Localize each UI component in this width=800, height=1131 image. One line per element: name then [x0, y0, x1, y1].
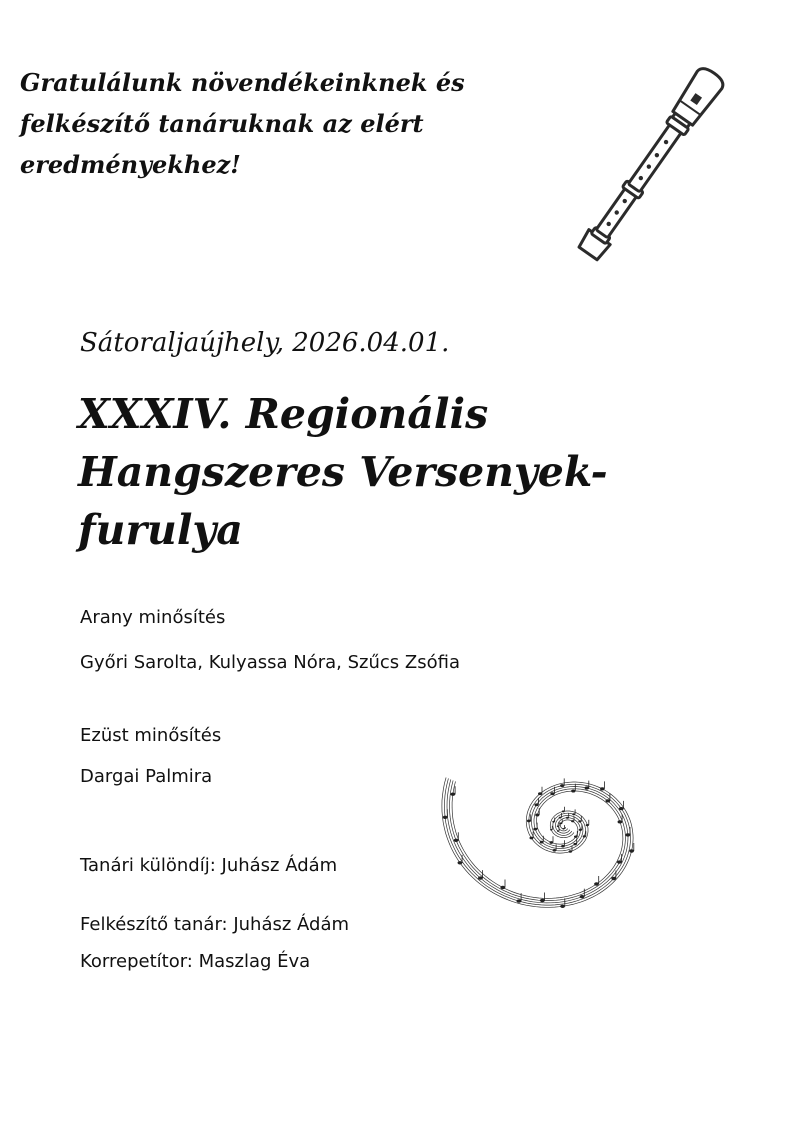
music-note: [560, 905, 565, 908]
music-note: [451, 793, 456, 796]
staff-line: [452, 781, 623, 898]
music-note: [626, 833, 631, 836]
music-note: [580, 895, 585, 898]
music-note: [540, 899, 545, 902]
congratulation-message: [20, 62, 520, 185]
event-date-location: Sátoraljaújhely, 2026.04.01.: [80, 328, 450, 358]
music-note: [594, 882, 599, 885]
music-note: [533, 828, 537, 831]
music-note: [500, 886, 505, 889]
title-line-3: furulya: [78, 506, 243, 554]
recorder-flute-icon: [540, 60, 760, 280]
music-note: [443, 816, 448, 819]
music-note: [574, 836, 577, 838]
music-staff-spiral: [425, 715, 770, 1000]
music-note: [617, 860, 622, 863]
music-note: [517, 899, 522, 902]
music-note: [606, 799, 611, 802]
music-note: [534, 803, 538, 806]
accompanist: Korrepetítor: Maszlag Éva: [80, 951, 311, 972]
music-note: [618, 820, 623, 823]
silver-names: Dargai Palmira: [80, 766, 213, 787]
music-note: [553, 849, 557, 852]
teacher: Felkészítő tanár: Juhász Ádám: [80, 914, 350, 935]
music-note: [458, 861, 463, 864]
congrats-line-3: eredményekhez!: [20, 150, 241, 179]
congrats-line-2: felkészítő tanáruknak az elért: [20, 109, 424, 138]
music-note: [619, 807, 624, 810]
music-note: [569, 850, 573, 853]
music-note: [527, 819, 531, 822]
music-note: [571, 789, 575, 792]
music-note: [611, 877, 616, 880]
title-line-2: Hangszeres Versenyek-: [78, 448, 608, 496]
music-note: [560, 784, 564, 787]
congrats-line-1: Gratulálunk növendékeinknek és: [20, 68, 465, 97]
silver-label: Ezüst minősítés: [80, 725, 222, 746]
music-note: [600, 787, 604, 790]
music-note: [454, 839, 459, 842]
title-line-1: XXXIV. Regionális: [78, 390, 489, 438]
music-note: [629, 849, 634, 852]
music-note: [535, 814, 539, 817]
music-note: [538, 792, 542, 795]
event-title: [78, 385, 718, 559]
teacher-award: Tanári különdíj: Juhász Ádám: [80, 855, 338, 876]
music-note: [478, 876, 483, 879]
staff-line: [442, 778, 633, 908]
gold-label: Arany minősítés: [80, 607, 226, 628]
gold-names: Győri Sarolta, Kulyassa Nóra, Szűcs Zsófia: [80, 652, 460, 673]
music-note: [550, 792, 554, 795]
music-note: [585, 786, 589, 789]
